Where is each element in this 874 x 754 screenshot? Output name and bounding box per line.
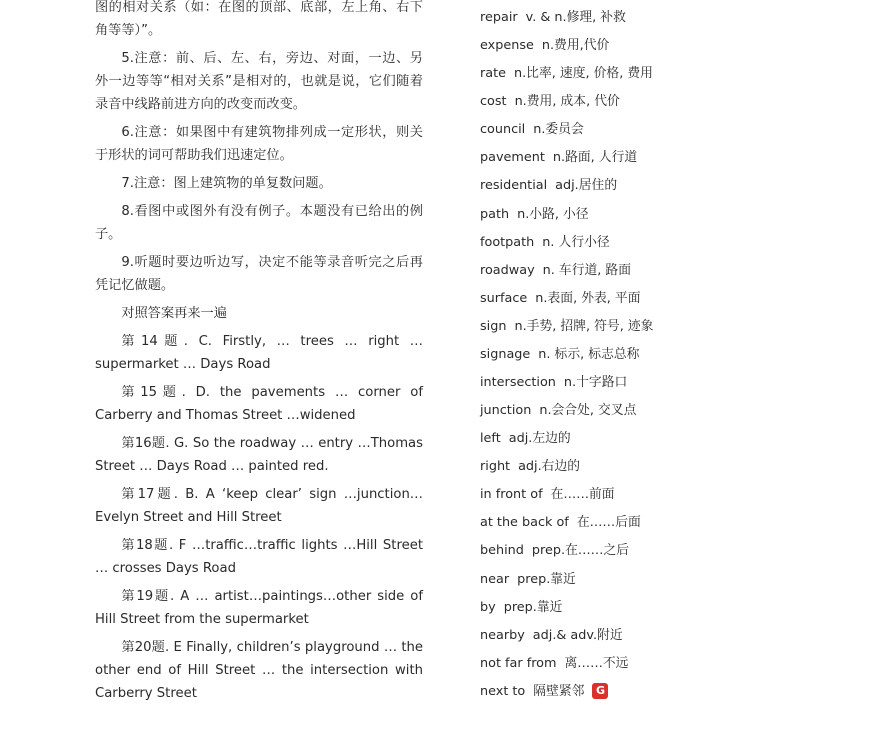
- answer-paragraph: 第20题. E Finally, children’s playground … the other end of Hill Street … the intersection with Carberry Street: [95, 640, 423, 701]
- vocab-word: by: [480, 599, 496, 615]
- vocab-meaning: adj.右边的: [518, 459, 581, 475]
- vocab-item: [480, 259, 780, 287]
- answer-paragraph: 第16题. G. So the roadway … entry …Thomas Street … Days Road … painted red.: [95, 436, 423, 474]
- paragraph: 9.听题时要边听边写，决定不能等录音听完之后再凭记忆做题。: [95, 255, 423, 293]
- vocab-word: pavement: [480, 150, 545, 166]
- vocab-meaning: prep.在……之后: [531, 543, 630, 559]
- vocab-meaning: n. 标示, 标志总称: [538, 346, 640, 362]
- vocab-word: repair: [480, 10, 518, 25]
- paragraph: 7.注意：图上建筑物的单复数问题。: [121, 176, 332, 191]
- vocab-word: intersection: [480, 375, 556, 391]
- vocab-meaning: adj.& adv.附近: [532, 627, 623, 643]
- vocab-item: [480, 118, 780, 146]
- vocab-meaning: n.会合处, 交叉点: [539, 403, 637, 419]
- vocab-meaning: n.费用,代价: [541, 38, 610, 54]
- vocab-item: [480, 90, 780, 118]
- vocab-item: [480, 146, 780, 174]
- vocab-item: [480, 483, 780, 511]
- brand-logo-icon: G: [592, 683, 608, 699]
- vocab-meaning: v. & n.修理, 补救: [525, 10, 626, 25]
- vocab-item: [480, 427, 780, 455]
- vocab-meaning: adj.左边的: [508, 431, 571, 447]
- vocab-meaning: n.比率, 速度, 价格, 费用: [514, 66, 653, 82]
- vocab-item: [480, 287, 780, 315]
- vocab-meaning: 离……不远: [564, 655, 629, 671]
- vocab-meaning: n.小路, 小径: [517, 206, 589, 222]
- vocab-word: footpath: [480, 234, 535, 250]
- vocab-word: path: [480, 206, 510, 222]
- vocab-meaning: 在……后面: [576, 515, 641, 531]
- vocab-item: [480, 203, 780, 231]
- vocab-word: surface: [480, 290, 528, 306]
- vocab-meaning: n.费用, 成本, 代价: [514, 94, 620, 110]
- answer-paragraph: 第15题. D. the pavements … corner of Carberry and Thomas Street …widened: [95, 385, 423, 423]
- answer-paragraph: 第18题. F …traffic…traffic lights …Hill Street … crosses Days Road: [95, 538, 423, 576]
- vocab-meaning: 隔壁紧邻: [533, 683, 585, 699]
- vocab-word: nearby: [480, 627, 525, 643]
- vocab-meaning: n.路面, 人行道: [552, 150, 638, 166]
- vocab-word: council: [480, 122, 526, 138]
- vocab-item: [480, 371, 780, 399]
- vocab-meaning: n.手势, 招牌, 符号, 迹象: [514, 318, 654, 334]
- vocab-meaning: adj.居住的: [555, 178, 618, 194]
- vocab-word: in front of: [480, 487, 543, 503]
- vocab-meaning: n. 人行小径: [542, 234, 610, 250]
- vocab-item: [480, 399, 780, 427]
- vocab-word: near: [480, 571, 510, 587]
- vocab-meaning: n. 车行道, 路面: [542, 262, 632, 278]
- left-column: [95, 0, 423, 710]
- vocab-item: [480, 539, 780, 567]
- vocab-item: [480, 174, 780, 202]
- vocab-word: behind: [480, 543, 524, 559]
- answer-paragraph: 第19题. A … artist…paintings…other side of Hill Street from the supermarket: [95, 589, 423, 627]
- vocab-item: [480, 62, 780, 90]
- paragraph: 5.注意：前、后、左、右，旁边、对面，一边、另外一边等等“相对关系”是相对的，也就是说，它们随着录音中线路前进方向的改变而改变。: [95, 51, 423, 112]
- vocab-meaning: n.委员会: [533, 122, 584, 138]
- vocab-word: sign: [480, 318, 507, 334]
- vocab-item: [480, 511, 780, 539]
- vocab-item: [480, 6, 780, 34]
- vocab-item: [480, 680, 780, 708]
- paragraph: 8.看图中或图外有没有例子。本题没有已给出的例子。: [95, 204, 423, 242]
- paragraph: 图的相对关系（如：在图的顶部、底部，左上角、右下角等等）”。: [95, 0, 423, 38]
- vocab-meaning: prep.靠近: [517, 571, 576, 587]
- vocab-item: [480, 652, 780, 680]
- vocab-word: next to: [480, 683, 526, 699]
- vocab-word: not far from: [480, 655, 557, 671]
- vocab-meaning: n.表面, 外表, 平面: [535, 290, 641, 306]
- vocab-item: [480, 231, 780, 259]
- vocab-meaning: prep.靠近: [503, 599, 563, 615]
- vocab-word: residential: [480, 178, 548, 194]
- vocab-item: [480, 455, 780, 483]
- vocab-word: cost: [480, 94, 507, 110]
- vocab-word: roadway: [480, 262, 535, 278]
- vocabulary-list: [480, 6, 780, 708]
- answer-paragraph: 第17题. B. A ‘keep clear’ sign …junction… Evelyn Street and Hill Street: [95, 487, 423, 525]
- vocab-word: rate: [480, 66, 506, 82]
- vocab-item: [480, 315, 780, 343]
- vocab-item: [480, 596, 780, 624]
- vocab-word: signage: [480, 346, 531, 362]
- vocab-item: [480, 34, 780, 62]
- answer-paragraph: 第14题. C. Firstly, … trees … right … supermarket … Days Road: [95, 334, 423, 372]
- vocab-meaning: 在……前面: [550, 487, 615, 503]
- vocab-word: at the back of: [480, 515, 569, 531]
- paragraph: 6.注意：如果图中有建筑物排列成一定形状，则关于形状的词可帮助我们迅速定位。: [95, 125, 423, 163]
- vocab-word: right: [480, 459, 511, 475]
- vocab-word: left: [480, 431, 501, 447]
- vocab-item: [480, 568, 780, 596]
- vocab-meaning: n.十字路口: [563, 375, 628, 391]
- vocab-item: [480, 343, 780, 371]
- vocab-item: [480, 624, 780, 652]
- vocab-word: expense: [480, 38, 534, 54]
- paragraph-heading: 对照答案再来一遍: [121, 306, 227, 321]
- vocab-word: junction: [480, 403, 532, 419]
